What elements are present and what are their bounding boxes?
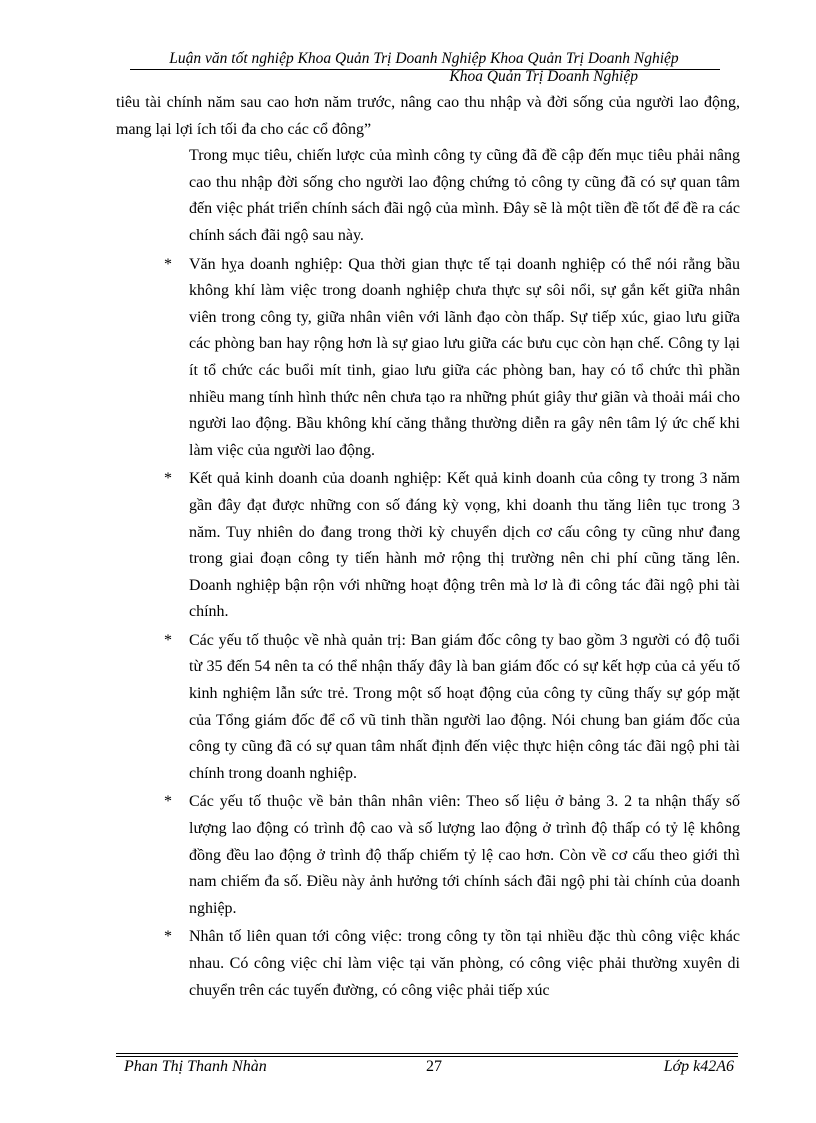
bullet-item-job-factors	[164, 924, 740, 1004]
header-title-line-1: Luận văn tốt nghiệp Khoa Quản Trị Doanh Nghiệp Khoa Quản Trị Doanh Nghiệp	[169, 50, 679, 67]
asterisk-bullet-icon: *	[164, 793, 172, 811]
page-footer	[116, 1057, 738, 1077]
footer-class-name: Lớp k42A6	[663, 1058, 734, 1075]
bullet-text: Nhân tố liên quan tới công việc: trong công ty tồn tại nhiều đặc thù công việc khác nhau. Có công việc chỉ làm việc tại văn phòng, có công việc phải thường xuyên di chuyển trên các tuyến đường, có công việc phải tiếp xúc	[189, 928, 740, 999]
bullet-item-corporate-culture	[164, 252, 740, 465]
page-number: 27	[426, 1058, 442, 1075]
bullet-item-management-factors	[164, 628, 740, 788]
footer-divider-top	[116, 1053, 738, 1054]
header-divider	[130, 69, 720, 70]
page-header	[114, 50, 734, 86]
bullet-item-employee-factors	[164, 789, 740, 922]
asterisk-bullet-icon: *	[164, 928, 172, 946]
footer-author: Phan Thị Thanh Nhàn	[124, 1058, 267, 1075]
continued-text: tiêu tài chính năm sau cao hơn năm trước, nâng cao thu nhập và đời sống của người lao động, mang lại lợi ích tối đa cho các cổ đông”	[116, 94, 740, 138]
page-body	[116, 90, 740, 1004]
asterisk-bullet-icon: *	[164, 470, 172, 488]
bullet-text: Văn hỵa doanh nghiệp: Qua thời gian thực tế tại doanh nghiệp có thể nói rằng bầu không khí làm việc trong doanh nghiệp chưa thực sự sôi nổi, sự gắn kết giữa nhân viên trong công ty, giữa nhân viên với lãnh đạo còn thấp. Sự tiếp xúc, giao lưu giữa các phòng ban hay rộng hơn là sự giao lưu giữa các bưu cục còn hạn chế. Công ty lại ít tổ chức các buổi mít tinh, giao lưu giữa các phòng ban, hay có tổ chức thì phần nhiều mang tính hình thức nên chưa tạo ra những phút giây thư giãn và thoải mái cho người lao động. Bầu không khí căng thẳng thường diễn ra gây nên tâm lý ức chế khi làm việc của người lao động.	[189, 255, 740, 459]
bullet-item-business-results	[164, 466, 740, 626]
body-paragraph: Trong mục tiêu, chiến lược của mình công ty cũng đã đề cập đến mục tiêu phải nâng cao thu nhập đời sống cho người lao động chứng tỏ công ty cũng đã có sự quan tâm đến việc phát triển chính sách đãi ngộ của mình. Đây sẽ là một tiền đề tốt để đề ra các chính sách đãi ngộ sau này.	[189, 147, 740, 244]
bullet-text: Kết quả kinh doanh của doanh nghiệp: Kết quả kinh doanh của công ty trong 3 năm gần đây đạt được những con số đáng kỳ vọng, khi doanh thu tăng liên tục trong 3 năm. Tuy nhiên do đang trong thời kỳ chuyển dịch cơ cấu công ty cũng như đang trong giai đoạn công ty tiến hành mở rộng thị trường nên chi phí cũng tăng lên. Doanh nghiệp bận rộn với những hoạt động trên mà lơ là đi công tác đãi ngộ phi tài chính.	[189, 470, 740, 621]
header-title-line-2: Khoa Quản Trị Doanh Nghiệp	[449, 68, 638, 85]
bullet-text: Các yếu tố thuộc về nhà quản trị: Ban giám đốc công ty bao gồm 3 người có độ tuổi từ 35 đến 54 nên ta có thể nhận thấy đây là ban giám đốc có sự kết hợp của cả yếu tố kinh nghiệm lẫn sức trẻ. Trong một số hoạt động của công ty cũng thấy sự góp mặt của Tổng giám đốc để cổ vũ tinh thần người lao động. Nói chung ban giám đốc của công ty cũng đã có sự quan tâm nhất định đến việc thực hiện công tác đãi ngộ phi tài chính trong doanh nghiệp.	[189, 631, 740, 782]
asterisk-bullet-icon: *	[164, 631, 172, 649]
asterisk-bullet-icon: *	[164, 255, 172, 273]
bullet-text: Các yếu tố thuộc về bản thân nhân viên: Theo số liệu ở bảng 3. 2 ta nhận thấy số lượng lao động có trình độ cao và số lượng lao động ở trình độ thấp có tỷ lệ không đồng đều lao động ở trình độ thấp chiếm tỷ lệ cao hơn. Còn về cơ cấu theo giới thì nam chiếm đa số. Điều này ảnh hưởng tới chính sách đãi ngộ phi tài chính của doanh nghiệp.	[189, 793, 740, 917]
